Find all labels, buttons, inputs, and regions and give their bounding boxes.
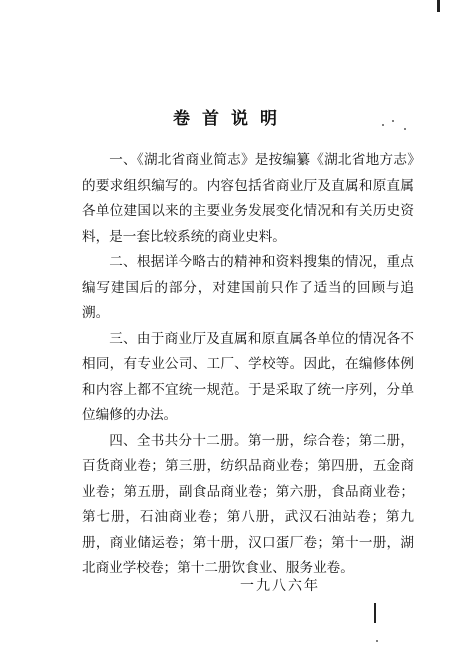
scan-speck: [392, 120, 394, 122]
paragraph-4: 四、全书共分十二册。第一册，综合卷；第二册，百货商业卷；第三册，纺织品商业卷；第四册，五金商业卷；第五册，副食品商业卷；第六册，食品商业卷；第七册，石油商业卷；第八册，武汉石油站卷；第九册，商业储运卷；第十册，汉口蛋厂卷；第十一册，湖北商业学校卷；第十二册饮食业、服务业卷。: [82, 432, 414, 576]
scan-mark-bottom: [374, 603, 376, 623]
scan-speck: [404, 128, 406, 130]
paragraph-2: 二、根据详今略古的精神和资料搜集的情况，重点编写建国后的部分，对建国前只作了适当的回顾与追溯。: [82, 254, 414, 321]
paragraph-3: 三、由于商业厅及直属和原直属各单位的情况各不相同，有专业公司、工厂、学校等。因此，在编修体例和内容上都不宜统一规范。于是采取了统一序列，分单位编修的办法。: [82, 330, 414, 423]
document-body: [82, 148, 414, 582]
scan-mark-top-right: [437, 0, 440, 12]
scan-speck: [376, 640, 378, 642]
paragraph-1: 一、《湖北省商业简志》是按编纂《湖北省地方志》的要求组织编写的。内容包括省商业厅及直属和原直属各单位建国以来的主要业务发展变化情况和有关历史资料，是一套比较系统的商业史料。: [82, 152, 414, 245]
scan-speck: [382, 124, 384, 126]
page-title: 卷首说明: [173, 109, 289, 129]
publication-date: 一九八六年: [240, 578, 320, 594]
